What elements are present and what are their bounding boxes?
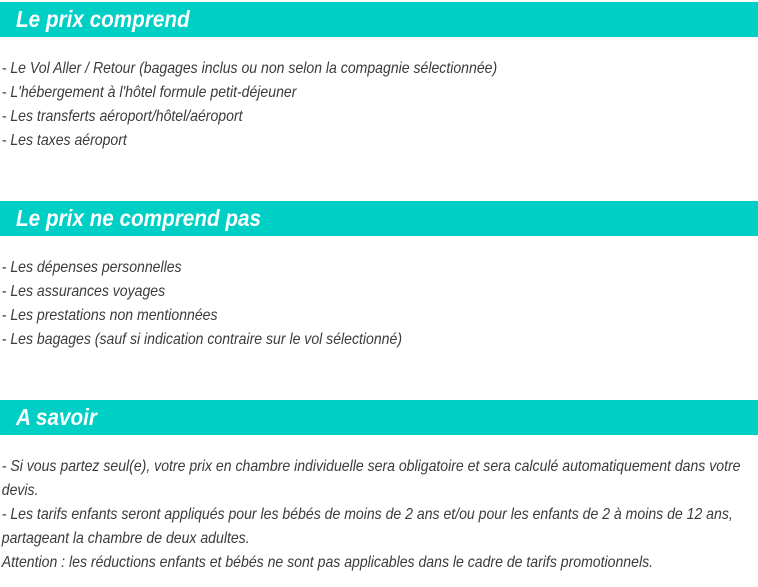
price-includes-title: Le prix comprend	[16, 6, 190, 32]
price-includes-list	[0, 37, 758, 153]
price-excludes-title: Le prix ne comprend pas	[16, 205, 262, 231]
list-item: - Les dépenses personnelles	[1, 259, 182, 276]
note-paragraph: - Si vous partez seul(e), votre prix en chambre individuelle sera obligatoire et sera calculé automatiquement dans votre devis.	[1, 458, 741, 499]
good-to-know-title: A savoir	[16, 404, 97, 430]
section-price-excludes	[0, 201, 758, 352]
list-item: - Les transferts aéroport/hôtel/aéroport	[1, 108, 243, 125]
section-good-to-know	[0, 400, 758, 575]
list-item: - L'hébergement à l'hôtel formule petit-déjeuner	[1, 84, 297, 101]
price-excludes-header-bar	[0, 201, 758, 236]
section-price-includes	[0, 2, 758, 153]
list-item: - Les taxes aéroport	[1, 132, 127, 149]
list-item: - Les bagages (sauf si indication contraire sur le vol sélectionné)	[1, 331, 403, 348]
good-to-know-notes	[0, 435, 758, 575]
list-item: - Les prestations non mentionnées	[1, 307, 218, 324]
price-excludes-list	[0, 236, 758, 352]
list-item: - Les assurances voyages	[1, 283, 166, 300]
good-to-know-header-bar	[0, 400, 758, 435]
price-includes-header-bar	[0, 2, 758, 37]
note-paragraph: - Les tarifs enfants seront appliqués pour les bébés de moins de 2 ans et/ou pour les enfants de 2 à moins de 12 ans, partageant la chambre de deux adultes.	[1, 506, 733, 547]
list-item: - Le Vol Aller / Retour (bagages inclus ou non selon la compagnie sélectionnée)	[1, 60, 498, 77]
note-paragraph: Attention : les réductions enfants et bébés ne sont pas applicables dans le cadre de tarifs promotionnels.	[1, 554, 654, 571]
